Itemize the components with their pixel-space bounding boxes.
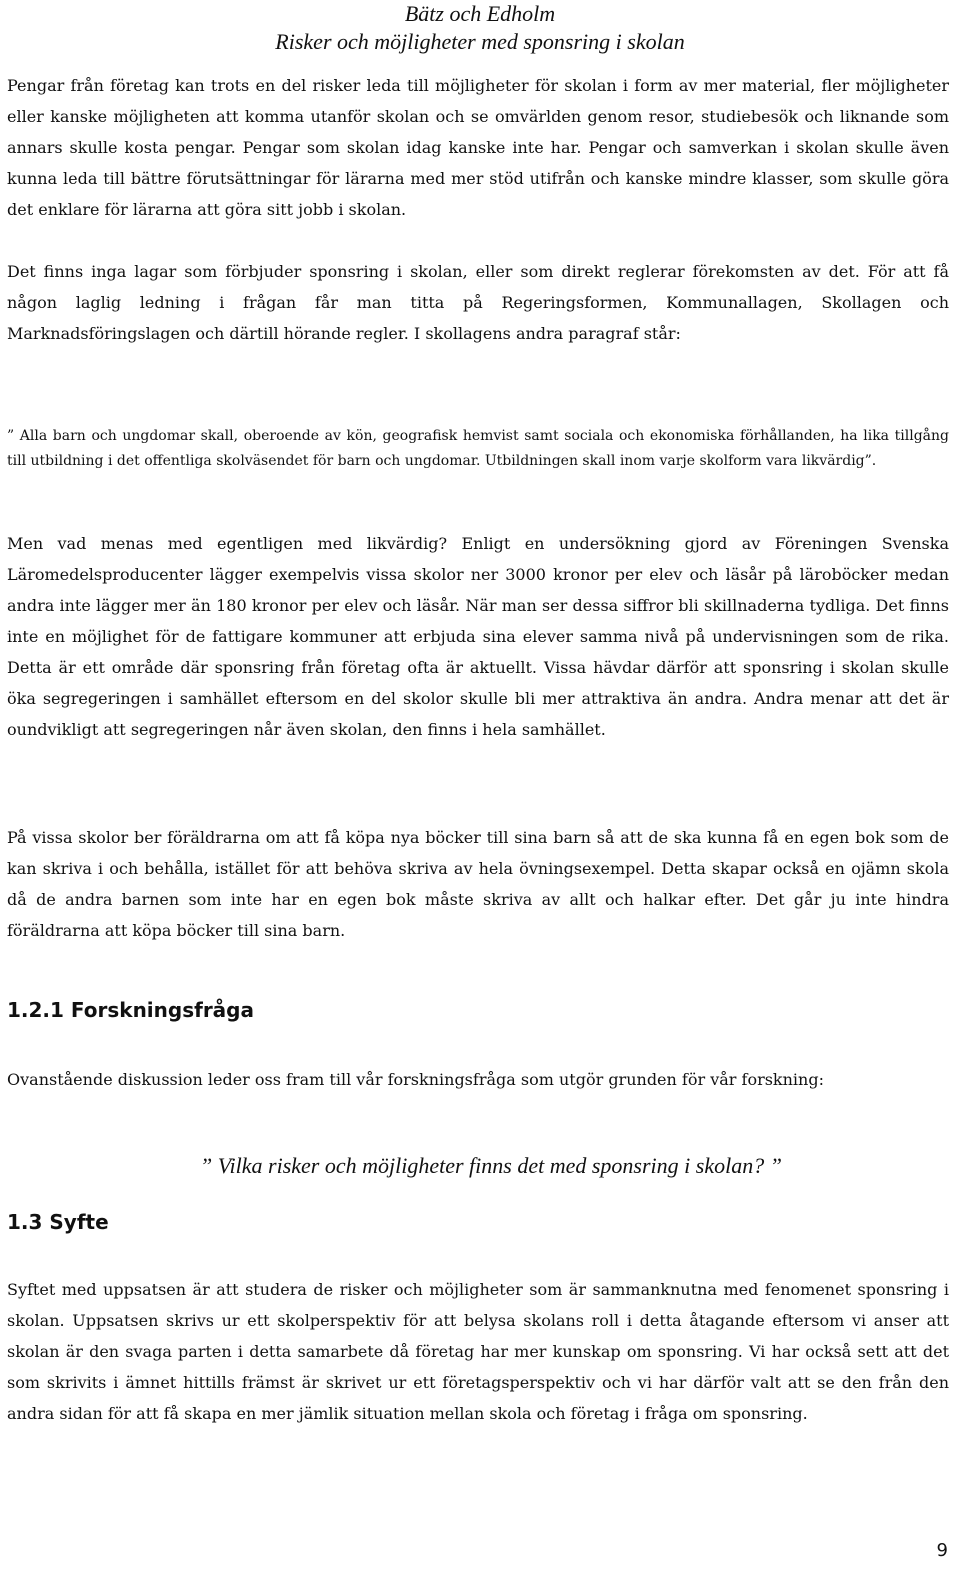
paragraph-6: Syftet med uppsatsen är att studera de risker och möjligheter som är sammanknutna med fenomenet sponsring i skolan. Uppsatsen skrivs ur ett skolperspektiv för att belysa skolans roll i detta åtagande eftersom vi anser att skolan är den svaga parten i detta samarbete då företag har mer kunskap om sponsring. Vi har också sett att det som skrivits i ämnet hittills främst är skrivet ur ett företagsperspektiv och vi har därför valt att se den från den andra sidan för att få skapa en mer jämlik situation mellan skola och företag i fråga om sponsring.: [7, 1280, 949, 1423]
research-question: ” Vilka risker och möjligheter finns det med sponsring i skolan? ”: [200, 1153, 782, 1178]
law-quote: ” Alla barn och ungdomar skall, oberoende av kön, geografisk hemvist samt sociala och ekonomiska förhållanden, ha lika tillgång till utbildning i det offentliga skolväsendet för barn och ungdomar. Utbildningen skall inom varje skolform vara likvärdig”.: [7, 428, 949, 469]
header-title: Risker och möjligheter med sponsring i skolan: [275, 29, 685, 54]
header-authors: Bätz och Edholm: [404, 1, 556, 26]
paragraph-5: Ovanstående diskussion leder oss fram till vår forskningsfråga som utgör grunden för vår forskning:: [7, 1070, 824, 1089]
section-heading-forskningsfraga: 1.2.1 Forskningsfråga: [7, 998, 254, 1022]
running-header: [0, 0, 960, 56]
paragraph-1: Pengar från företag kan trots en del risker leda till möjligheter för skolan i form av mer material, fler möjligheter eller kanske möjligheten att komma utanför skolan och se omvärlden genom resor, studiebesök och liknande som annars skulle kosta pengar. Pengar som skolan idag kanske inte har. Pengar och samverkan i skolan skulle även kunna leda till bättre förutsättningar för lärarna med mer stöd utifrån och kanske mindre klasser, som skulle göra det enklare för lärarna att göra sitt jobb i skolan.: [7, 76, 949, 219]
paragraph-4: På vissa skolor ber föräldrarna om att få köpa nya böcker till sina barn så att de ska kunna få en egen bok som de kan skriva i och behålla, istället för att behöva skriva av hela övningsexempel. Detta skapar också en ojämn skola då de andra barnen som inte har en egen bok måste skriva av allt och halkar efter. Det går ju inte hindra föräldrarna att köpa böcker till sina barn.: [7, 828, 949, 940]
paragraph-3: Men vad menas med egentligen med likvärdig? Enligt en undersökning gjord av Föreningen Svenska Läromedelsproducenter lägger exempelvis vissa skolor ner 3000 kronor per elev och läsår på läroböcker medan andra inte lägger mer än 180 kronor per elev och läsår. När man ser dessa siffror bli skillnaderna tydliga. Det finns inte en möjlighet för de fattigare kommuner att erbjuda sina elever samma nivå på undervisningen som de rika. Detta är ett område där sponsring från företag ofta är aktuellt. Vissa hävdar därför att sponsring i skolan skulle öka segregeringen i samhället eftersom en del skolor skulle bli mer attraktiva än andra. Andra menar att det är oundvikligt att segregeringen når även skolan, den finns i hela samhället.: [7, 534, 949, 739]
section-heading-syfte: 1.3 Syfte: [7, 1210, 109, 1234]
paragraph-2: Det finns inga lagar som förbjuder sponsring i skolan, eller som direkt reglerar förekomsten av det. För att få någon laglig ledning i frågan får man titta på Regeringsformen, Kommunallagen, Skollagen och Marknadsföringslagen och därtill hörande regler. I skollagens andra paragraf står:: [7, 262, 949, 343]
page-number: 9: [936, 1540, 948, 1561]
